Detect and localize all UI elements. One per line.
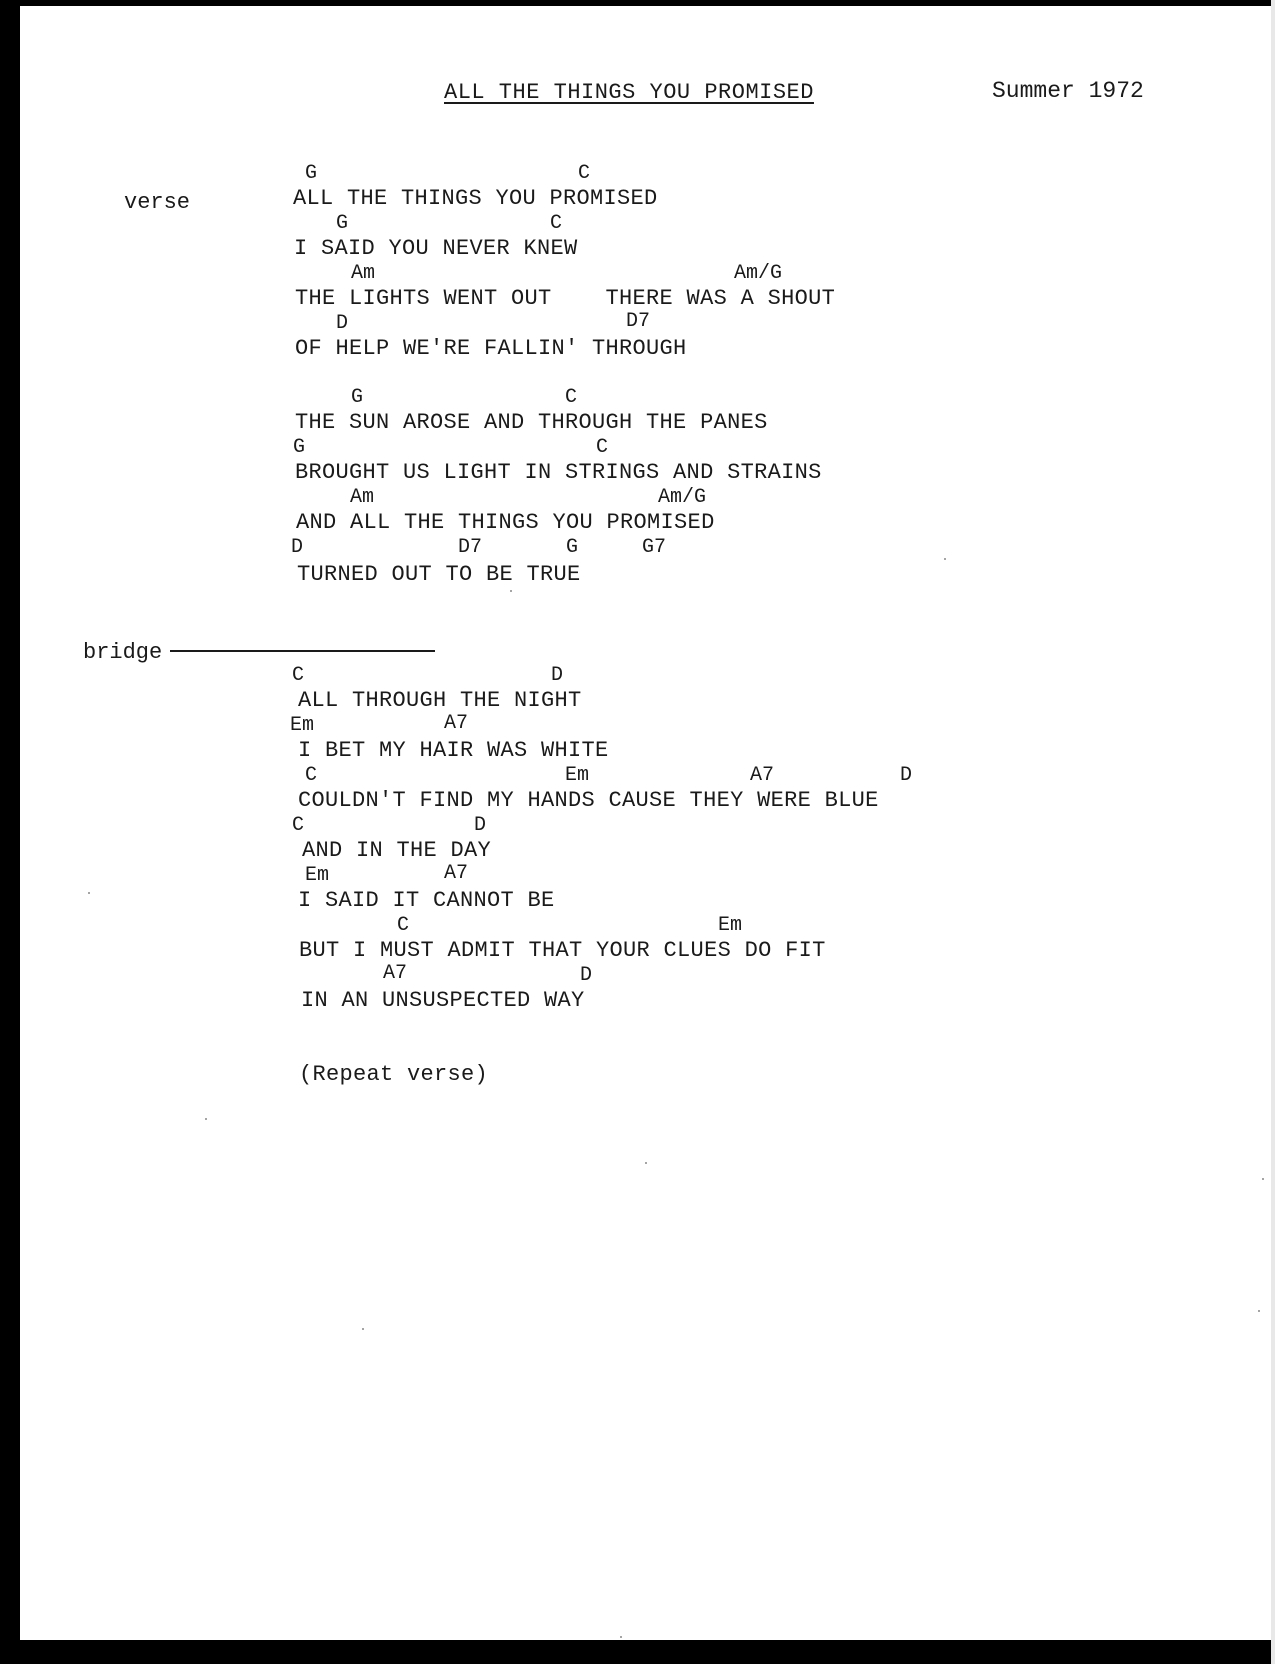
chord: D7 [626, 310, 651, 333]
chord: G [305, 162, 318, 185]
lyric-line: I SAID YOU NEVER KNEW [294, 236, 578, 261]
lyric-line: AND IN THE DAY [302, 838, 492, 863]
chord: D [551, 664, 564, 687]
verse-label: verse [124, 190, 191, 215]
scan-speck [88, 892, 90, 894]
chord: A7 [750, 764, 775, 787]
chord: G [566, 536, 579, 559]
chord: D [474, 814, 487, 837]
chord: C [292, 814, 305, 837]
lyric-line: BUT I MUST ADMIT THAT YOUR CLUES DO FIT [299, 938, 826, 963]
chord: Em [565, 764, 590, 787]
chord: C [550, 212, 563, 235]
chord: D [336, 312, 349, 335]
bridge-label: bridge [83, 640, 163, 665]
chord: Am/G [658, 486, 707, 509]
scan-speck [944, 558, 946, 560]
scan-speck [1258, 1310, 1260, 1312]
lyric-line: OF HELP WE'RE FALLIN' THROUGH [295, 336, 687, 361]
scan-border-left [0, 0, 20, 1664]
chord: C [292, 664, 305, 687]
chord: G7 [642, 536, 667, 559]
lyric-line: I BET MY HAIR WAS WHITE [298, 738, 609, 763]
scan-border-bottom [0, 1640, 1275, 1664]
chord: D [900, 764, 913, 787]
song-date: Summer 1972 [992, 78, 1144, 104]
chord: A7 [444, 712, 469, 735]
scan-border-top [0, 0, 1275, 6]
chord: A7 [444, 862, 469, 885]
bridge-divider [170, 650, 435, 652]
lyric-line: IN AN UNSUSPECTED WAY [301, 988, 585, 1013]
lyric-line: THE SUN AROSE AND THROUGH THE PANES [295, 410, 768, 435]
chord: G [293, 436, 306, 459]
scan-speck [620, 1636, 622, 1638]
scan-speck [510, 590, 512, 592]
chord: G [351, 386, 364, 409]
chord: Em [718, 914, 743, 937]
chord: Am/G [734, 262, 783, 285]
chord: C [565, 386, 578, 409]
chord: Em [305, 864, 330, 887]
scan-speck [1262, 1178, 1264, 1180]
lyric-line: BROUGHT US LIGHT IN STRINGS AND STRAINS [295, 460, 822, 485]
chord: Em [290, 714, 315, 737]
chord: A7 [383, 962, 408, 985]
chord: C [305, 764, 318, 787]
chord: D [580, 964, 593, 987]
song-title: ALL THE THINGS YOU PROMISED [444, 80, 814, 105]
lyric-line: I SAID IT CANNOT BE [298, 888, 555, 913]
lyric-line: ALL THROUGH THE NIGHT [298, 688, 582, 713]
chord: C [397, 914, 410, 937]
chord: D7 [458, 536, 483, 559]
lyric-line: THE LIGHTS WENT OUT THERE WAS A SHOUT [295, 286, 836, 311]
scan-speck [362, 1328, 364, 1330]
lyric-line: AND ALL THE THINGS YOU PROMISED [296, 510, 715, 535]
scan-border-right [1271, 0, 1275, 1664]
chord: Am [351, 262, 376, 285]
chord: Am [350, 486, 375, 509]
lyric-line: ALL THE THINGS YOU PROMISED [293, 186, 658, 211]
chord: C [578, 162, 591, 185]
chord: G [336, 212, 349, 235]
scan-speck [645, 1162, 647, 1164]
chord: C [596, 436, 609, 459]
lyric-line: TURNED OUT TO BE TRUE [297, 562, 581, 587]
lyric-line: COULDN'T FIND MY HANDS CAUSE THEY WERE BLUE [298, 788, 879, 813]
scan-speck [205, 1118, 207, 1120]
repeat-note: (Repeat verse) [299, 1062, 489, 1087]
chord: D [291, 536, 304, 559]
